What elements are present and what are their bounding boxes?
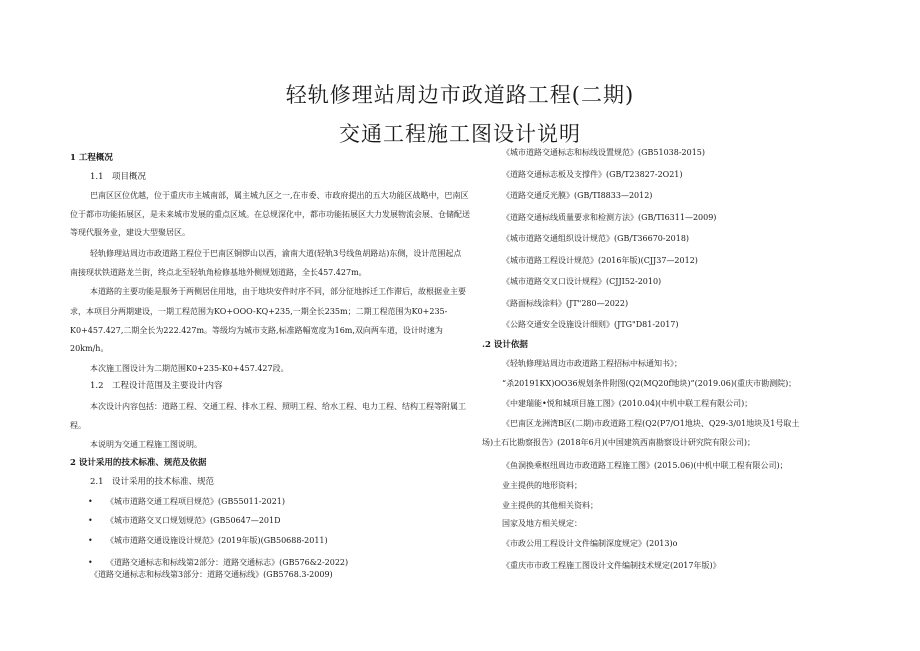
bullet: • (88, 497, 93, 506)
section-heading-1-1: 1.1 项目概况 (90, 172, 147, 182)
bullet: • (88, 558, 93, 567)
basis-item: 《鱼洞换乘枢纽周边市政道路工程施工图》(2015.06)(中机中联工程有限公司)； (502, 461, 788, 470)
paragraph-line: 本说明为交通工程施工图说明。 (90, 440, 202, 449)
basis-item: “杀20191KX)OO36规划条件附图(Q2(MQ20f地块)”(2019.06)(重庆市勘测院)； (502, 379, 797, 388)
standard-list-item: 《城市道路工程设计规范》(2016年版)(CJJ37—2012) (502, 256, 698, 265)
standard-list-item (88, 557, 348, 568)
basis-item: 业主提供的其他相关资料； (502, 501, 598, 510)
basis-item: 《轻轨修理站周边市政道路工程招标中标通知书》； (502, 359, 682, 368)
bullet: • (88, 536, 93, 545)
standard-list-item (88, 515, 281, 526)
basis-item: 国家及地方相关规定： (502, 519, 582, 528)
paragraph-line: 本次设计内容包括：道路工程、交通工程、排水工程、照明工程、给水工程、电力工程、结构工程等附属工 (90, 402, 466, 411)
standard-list-item: 《道路交通标线质量要求和检测方法》(GB/TI6311—2009) (502, 213, 717, 222)
paragraph-line: 本次施工图设计为二期范围K0+235-K0+457.427段。 (90, 364, 289, 373)
section-heading-2-2: .2 设计依据 (482, 340, 528, 350)
standard-list-item: 《城市道路交通组织设计规范》(GB/T36670-2018) (502, 234, 690, 243)
basis-item: 《市政公用工程设计文件编制深度规定》(2013)o (502, 539, 678, 548)
standard-list-item: 《城市道路交通标志和标线设置规范》(GB51038-2015) (502, 148, 706, 157)
standard-list-item: 《公路交通安全设施设计细则》(JTG"D81-2017) (502, 320, 679, 329)
standard-text: 《城市道路交叉口规划规范》(GB50647—201D (106, 516, 281, 525)
bullet: • (88, 516, 93, 525)
paragraph-line: 程。 (70, 421, 86, 430)
basis-item: 《中建瑞能•悦和城项目施工图》(2010.04)(中机中联工程有限公司)； (502, 399, 753, 408)
document-subtitle: 交通工程施工图设计说明 (339, 122, 581, 146)
standard-list-item (88, 535, 328, 546)
standard-list-item: 《道路交通标志板及支撑件》(GB/T23827-2O21) (502, 170, 683, 179)
paragraph-line: 本道路的主要功能是服务于两侧居住用地，由于地块安件时序不同，部分征地拆迁工作滞后，故根据业主要 (90, 287, 466, 296)
paragraph-line: 南接现状铁道路龙兰街，终点北至轻轨角检修基地外侧规划道路，全长457.427m。 (70, 268, 367, 277)
standard-list-item: 《城市道路交叉口设计规程》(CJJI52-2010) (502, 277, 662, 286)
document-title: 轻轨修理站周边市政道路工程(二期) (285, 83, 635, 107)
standard-list-item-text: 《道路交通标志和标线第3部分：道路交通标线》(GB5768.3-2009) (90, 570, 333, 579)
paragraph-line: K0+457.427,二期全长为222.427m。等级均为城市支路,标准路幅宽度为16m,双向两车道，设计时速为 (70, 326, 443, 335)
paragraph-line: 轻轨修理站周边市政道路工程位于巴南区铜锣山以西，渝南大道(轻轨3号线鱼胡路站)东侧，设计范围起点 (90, 249, 462, 258)
basis-item: 《重庆市市政工程施工图设计文件编制技术规定(2017年版)》 (502, 561, 721, 570)
basis-item: 《巴南区龙洲湾B区(二期)市政道路工程(Q2(P7/O1地块、Q29-3/01地块及1号取土 (502, 419, 800, 428)
section-heading-2-1: 2.1 设计采用的技术标准、规范 (90, 477, 215, 487)
standard-text: 《城市道路交通工程项目规范》(GB55011-2021) (106, 497, 286, 506)
section-heading-1: 1 工程概况 (70, 153, 113, 163)
standard-list-item (88, 496, 285, 507)
paragraph-line: 等现代服务业，建设大型聚居区。 (70, 228, 190, 237)
section-heading-2: 2 设计采用的技术标准、规范及依据 (70, 458, 207, 468)
standard-list-item: 《道路交通反光膜》(GB/TI8833—2012) (502, 191, 653, 200)
paragraph-line: 20km/h。 (70, 344, 109, 353)
section-heading-1-2: 1.2 工程设计范围及主要设计内容 (90, 381, 223, 391)
basis-item: 业主提供的地形资料； (502, 481, 582, 490)
standard-text: 《城市道路交通设施设计规范》(2019年版)(GB50688-2011) (106, 536, 328, 545)
standard-list-item: 《路面标线涂料》(JT"280—2022) (502, 299, 629, 308)
standard-text: 《道路交通标志和标线第2部分：道路交通标志》(GB576&2-2022) (106, 558, 349, 567)
paragraph-line: 位于都市功能拓展区，是未来城市发展的重点区域。在总规深化中，都市功能拓展区大力发展物流会展、仓储配送 (70, 210, 470, 219)
paragraph-line: 求，本项目分两期建设，一期工程范围为KO+OOO-KQ+235,一期全长235m；二期工程范围为K0+235- (70, 307, 448, 316)
paragraph-line: 巴南区区位优越，位于重庆市主城南部，属主城九区之一,在市委、市政府提出的五大功能区战略中，巴南区 (90, 191, 469, 200)
basis-item-continued: 场)土石比勘察报告》(2018年6月)(中国建筑西南勘察设计研究院有限公司)； (482, 438, 756, 447)
